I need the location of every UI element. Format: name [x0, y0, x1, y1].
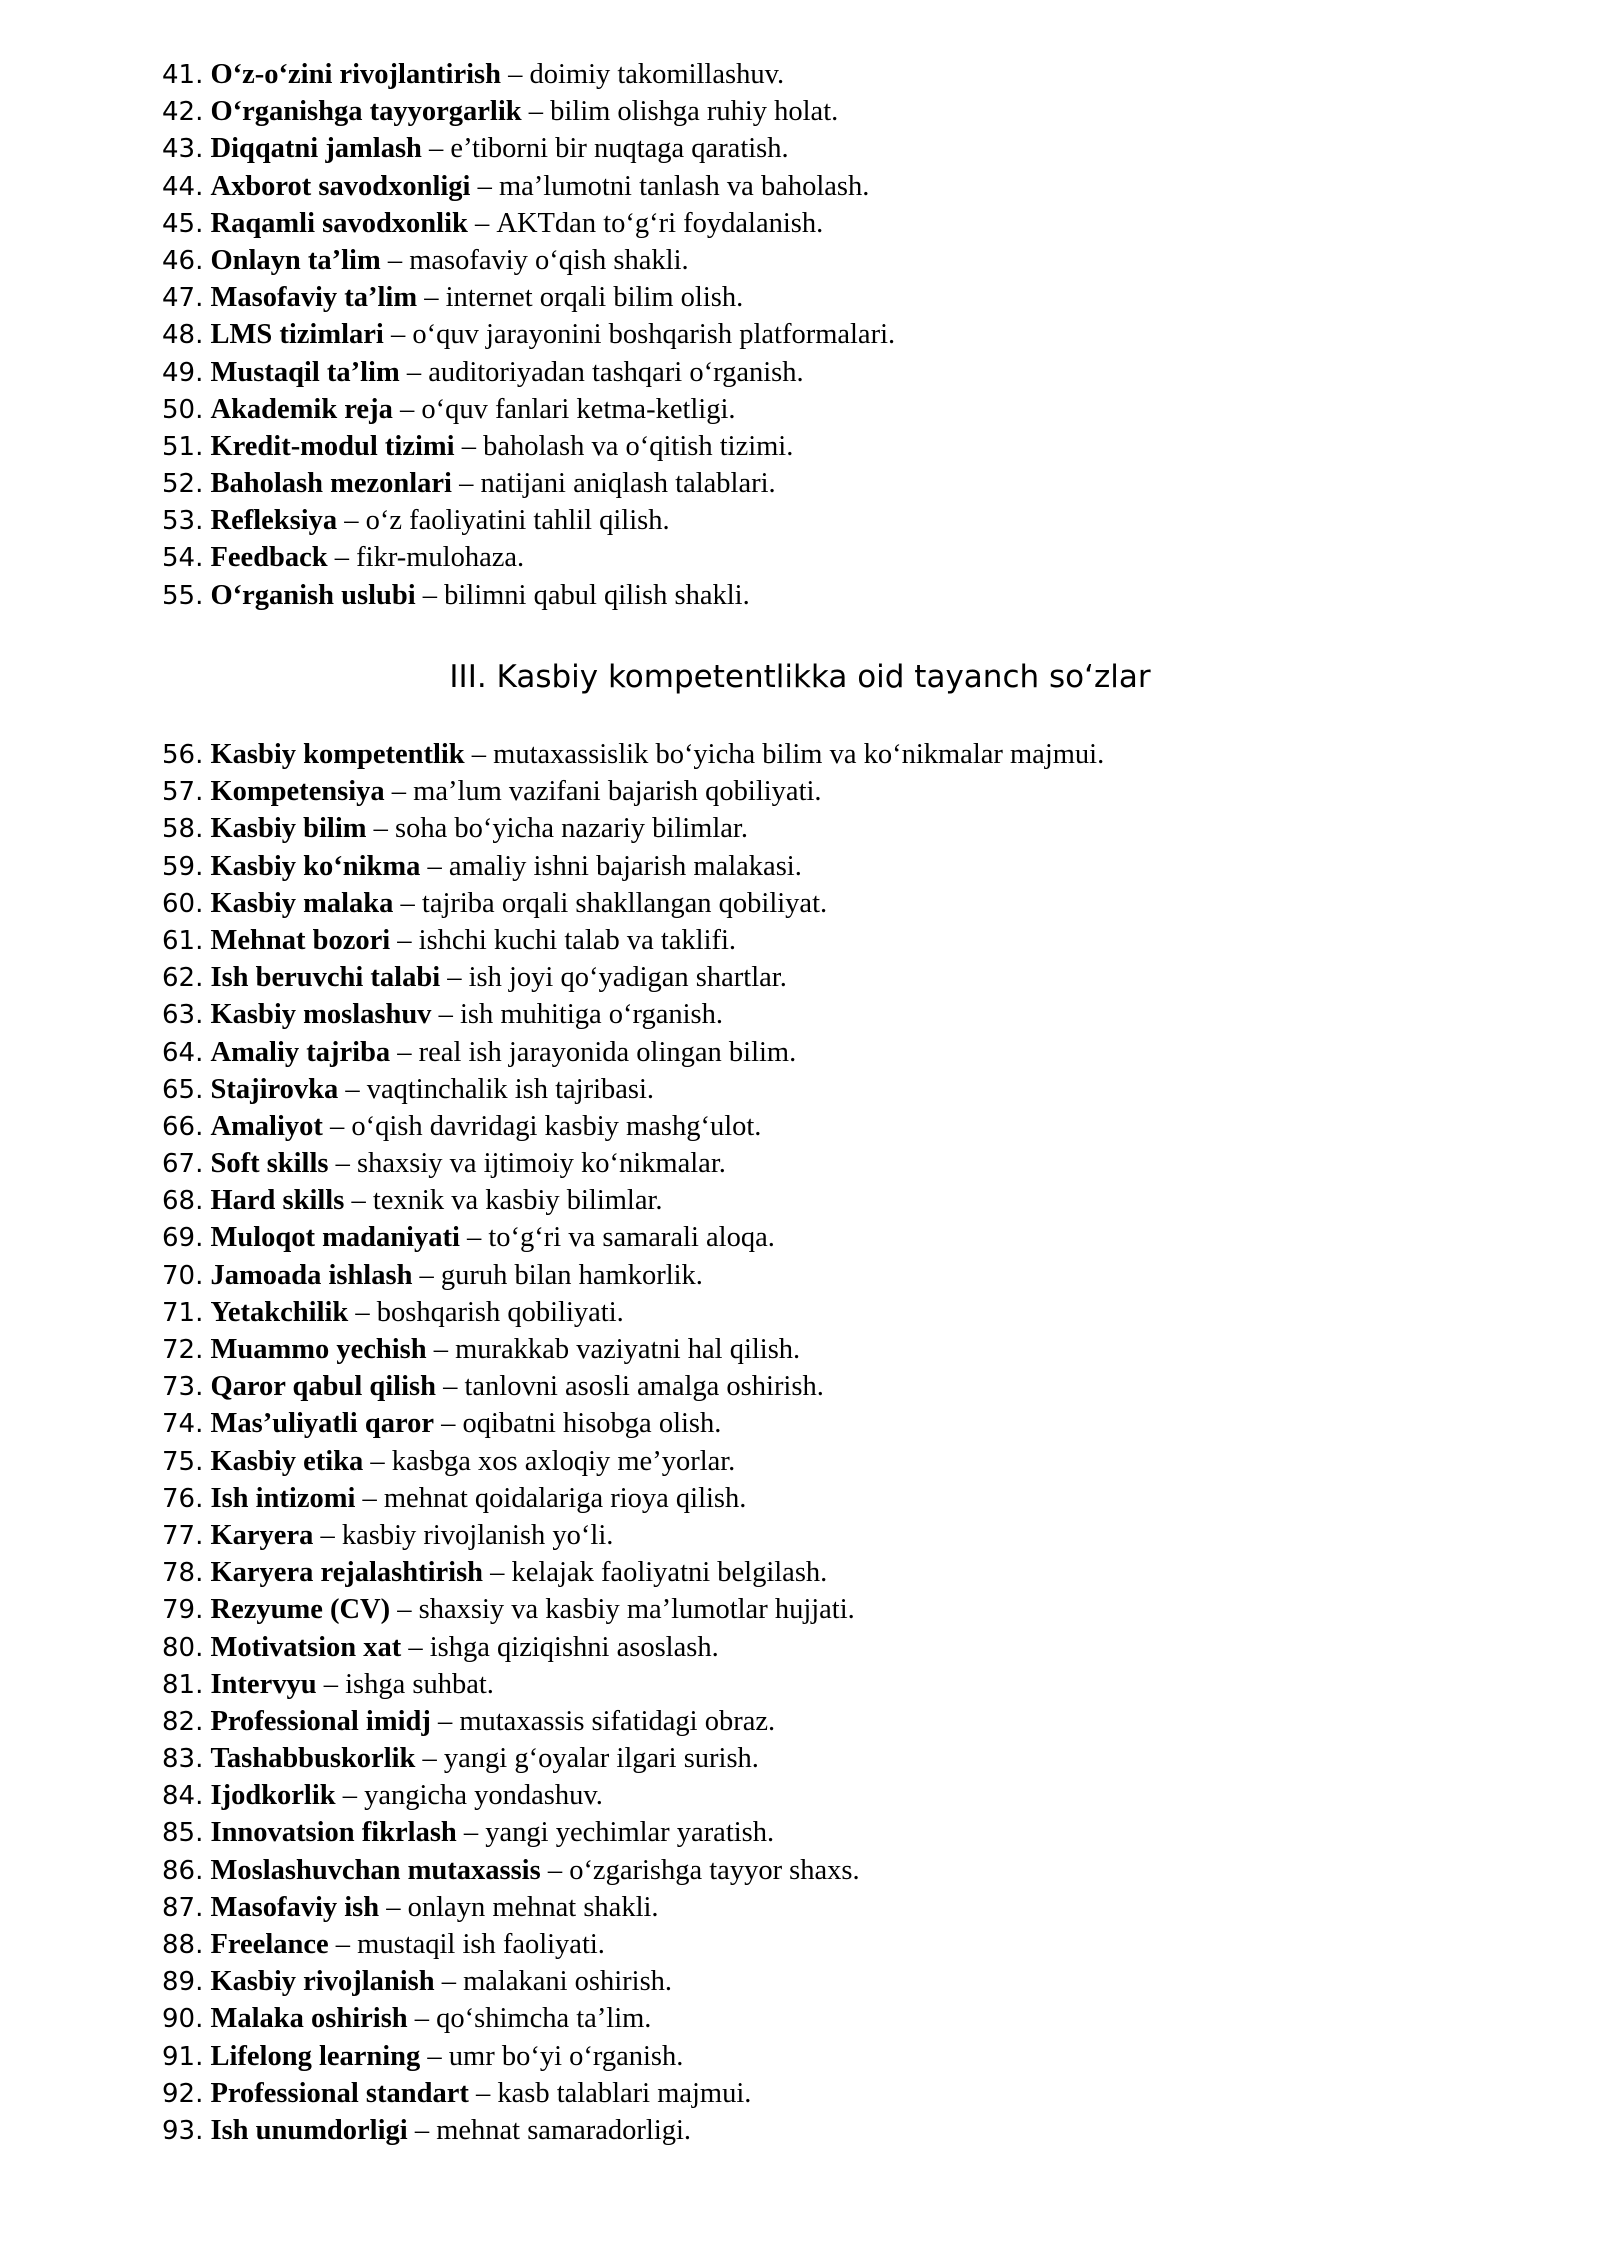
- entry-definition: AKTdan to‘g‘ri foydalanish.: [496, 207, 824, 239]
- entry-separator: –: [419, 1259, 434, 1291]
- entry-term: Amaliyot: [210, 1110, 323, 1142]
- entry-number: 82.: [162, 1706, 204, 1737]
- glossary-entry: [162, 1814, 1462, 1851]
- glossary-entry: [162, 885, 1462, 922]
- glossary-entry: [162, 1294, 1462, 1331]
- entry-number: 43.: [162, 134, 204, 165]
- entry-number: 89.: [162, 1967, 204, 1998]
- glossary-entry: [162, 465, 1462, 502]
- glossary-entry: [162, 1405, 1462, 1442]
- entry-number: 81.: [162, 1669, 204, 1700]
- entry-term: O‘rganish uslubi: [210, 579, 416, 611]
- entry-term: Muammo yechish: [210, 1334, 427, 1365]
- entry-number: 87.: [162, 1892, 204, 1923]
- entry-term: Ish beruvchi talabi: [210, 962, 441, 994]
- entry-number: 54.: [162, 543, 204, 574]
- entry-number: 78.: [162, 1558, 204, 1589]
- entry-separator: –: [441, 1408, 456, 1440]
- glossary-entry: [162, 502, 1462, 539]
- entry-term: Mustaqil ta’lim: [210, 356, 400, 388]
- entry-number: 52.: [162, 469, 204, 500]
- entry-term: Diqqatni jamlash: [210, 133, 422, 165]
- entry-term: Masofaviy ta’lim: [210, 282, 418, 314]
- glossary-entry: [162, 1963, 1462, 2000]
- entry-separator: –: [335, 1148, 350, 1180]
- entry-separator: –: [344, 505, 359, 537]
- entry-number: 74.: [162, 1409, 204, 1440]
- entry-number: 88.: [162, 1930, 204, 1960]
- entry-term: Malaka oshirish: [210, 2003, 408, 2035]
- entry-separator: –: [474, 207, 490, 239]
- entry-term: Professional imidj: [210, 1705, 431, 1737]
- entry-definition: malakani oshirish.: [463, 1966, 673, 1998]
- glossary-entry: [162, 316, 1462, 353]
- entry-separator: –: [345, 1073, 360, 1105]
- glossary-entry: [162, 2000, 1462, 2037]
- entry-separator: –: [424, 282, 439, 314]
- glossary-entry: [162, 56, 1462, 93]
- entry-definition: boshqarish qobiliyati.: [376, 1296, 624, 1328]
- entry-definition: kasbga xos axloqiy me’yorlar.: [391, 1445, 736, 1477]
- glossary-entry: [162, 1219, 1462, 1256]
- entry-separator: –: [334, 542, 350, 574]
- entry-definition: oqibatni hisobga olish.: [462, 1408, 722, 1440]
- entry-definition: umr bo‘yi o‘rganish.: [448, 2040, 684, 2072]
- entry-definition: guruh bilan hamkorlik.: [440, 1259, 703, 1291]
- entry-term: Innovatsion fikrlash: [210, 1817, 457, 1849]
- glossary-entry: [162, 1554, 1462, 1591]
- entry-term: Jamoada ishlash: [210, 1259, 413, 1291]
- entry-term: Kasbiy etika: [210, 1445, 364, 1477]
- entry-number: 67.: [162, 1149, 204, 1180]
- entry-separator: –: [547, 1854, 563, 1886]
- entry-separator: –: [399, 393, 415, 425]
- entry-term: Ish unumdorligi: [210, 2114, 408, 2146]
- entry-separator: –: [391, 776, 407, 808]
- entry-term: Muloqot madaniyati: [210, 1222, 460, 1254]
- entry-separator: –: [438, 999, 453, 1031]
- entry-definition: murakkab vaziyatni hal qilish.: [455, 1334, 801, 1365]
- entry-separator: –: [414, 2114, 430, 2146]
- entry-number: 72.: [162, 1335, 204, 1365]
- entry-definition: real ish jarayonida olingan bilim.: [418, 1036, 797, 1068]
- entry-definition: shaxsiy va kasbiy ma’lumotlar hujjati.: [418, 1594, 855, 1626]
- entry-separator: –: [397, 924, 412, 956]
- entry-term: O‘z-o‘zini rivojlantirish: [210, 59, 501, 90]
- glossary-entry: [162, 1703, 1462, 1740]
- entry-definition: yangi yechimlar yaratish.: [485, 1817, 775, 1849]
- glossary-entry: [162, 130, 1462, 167]
- entry-definition: onlayn mehnat shakli.: [407, 1891, 659, 1923]
- entry-separator: –: [437, 1705, 453, 1737]
- entry-number: 48.: [162, 320, 204, 351]
- glossary-entry: [162, 2038, 1462, 2075]
- entry-separator: –: [471, 739, 487, 770]
- entry-term: Kasbiy bilim: [210, 813, 367, 845]
- entry-definition: amaliy ishni bajarish malakasi.: [448, 850, 802, 882]
- entry-number: 41.: [162, 60, 204, 90]
- entry-number: 71.: [162, 1297, 204, 1328]
- entry-definition: auditoriyadan tashqari o‘rganish.: [428, 356, 804, 388]
- section-heading: III. Kasbiy kompetentlikka oid tayanch so‘zlar: [449, 659, 1151, 695]
- entry-separator: –: [475, 2077, 491, 2109]
- entry-term: Akademik reja: [210, 393, 393, 425]
- entry-definition: mehnat qoidalariga rioya qilish.: [383, 1482, 747, 1514]
- entry-separator: –: [330, 1110, 345, 1142]
- entry-term: Feedback: [210, 542, 328, 574]
- glossary-entry: [162, 1182, 1462, 1219]
- entry-term: Kompetensiya: [210, 776, 385, 808]
- glossary-entry: [162, 2112, 1462, 2149]
- entry-definition: kasbiy rivojlanish yo‘li.: [341, 1519, 614, 1551]
- entry-separator: –: [447, 962, 462, 994]
- glossary-entry: [162, 354, 1462, 391]
- entry-separator: –: [429, 133, 444, 165]
- entry-definition: natijani aniqlash talablari.: [480, 468, 776, 500]
- entry-number: 50.: [162, 394, 204, 425]
- glossary-entry: [162, 1034, 1462, 1071]
- entry-term: Intervyu: [210, 1668, 317, 1700]
- entry-term: Qaror qabul qilish: [210, 1371, 436, 1403]
- entry-term: Masofaviy ish: [210, 1891, 380, 1923]
- glossary-entry: [162, 1145, 1462, 1182]
- entry-separator: –: [355, 1296, 370, 1328]
- entry-term: O‘rganishga tayyorgarlik: [210, 96, 522, 128]
- entry-number: 59.: [162, 851, 204, 882]
- entry-definition: o‘qish davridagi kasbiy mashg‘ulot.: [351, 1110, 762, 1142]
- entry-definition: bilimni qabul qilish shakli.: [444, 579, 750, 611]
- entry-definition: bilim olishga ruhiy holat.: [550, 96, 839, 128]
- entry-term: Rezyume (CV): [210, 1594, 391, 1626]
- entry-number: 55.: [162, 580, 204, 611]
- entry-definition: fikr-mulohaza.: [356, 542, 525, 574]
- glossary-entry: [162, 1331, 1462, 1368]
- glossary-entry: [162, 996, 1462, 1033]
- entry-number: 45.: [162, 208, 204, 239]
- entry-number: 58.: [162, 814, 204, 845]
- glossary-entry: [162, 1071, 1462, 1108]
- glossary-entry: [162, 1777, 1462, 1814]
- glossary-entry: [162, 773, 1462, 810]
- entry-number: 49.: [162, 357, 204, 388]
- entry-separator: –: [422, 1743, 437, 1775]
- entry-term: Yetakchilik: [210, 1296, 349, 1328]
- entry-term: Refleksiya: [210, 505, 338, 537]
- glossary-list-after-heading: [162, 736, 1462, 2149]
- entry-separator: –: [373, 813, 388, 845]
- entry-definition: ishchi kuchi talab va taklifi.: [418, 924, 737, 956]
- glossary-entry: [162, 205, 1462, 242]
- entry-separator: –: [443, 1371, 458, 1403]
- entry-term: Hard skills: [210, 1185, 345, 1217]
- glossary-entry: [162, 1889, 1462, 1926]
- glossary-entry: [162, 1740, 1462, 1777]
- entry-term: Mas’uliyatli qaror: [210, 1408, 434, 1440]
- entry-number: 51.: [162, 431, 204, 462]
- entry-separator: –: [342, 1780, 357, 1812]
- glossary-entry: [162, 1852, 1462, 1889]
- glossary-list-before-heading: [162, 56, 1462, 614]
- glossary-entry: [162, 959, 1462, 996]
- entry-number: 80.: [162, 1632, 204, 1663]
- glossary-entry: [162, 1926, 1462, 1963]
- entry-separator: –: [477, 170, 492, 202]
- entry-number: 86.: [162, 1855, 204, 1886]
- entry-definition: baholash va o‘qitish tizimi.: [483, 430, 794, 462]
- entry-definition: e’tiborni bir nuqtaga qaratish.: [450, 133, 789, 165]
- entry-separator: –: [441, 1966, 456, 1998]
- entry-separator: –: [400, 887, 415, 919]
- glossary-entry: [162, 1591, 1462, 1628]
- entry-separator: –: [508, 59, 523, 90]
- entry-term: LMS tizimlari: [210, 319, 384, 351]
- entry-definition: kelajak faoliyatni belgilash.: [511, 1557, 828, 1589]
- entry-separator: –: [528, 96, 543, 128]
- entry-number: 65.: [162, 1074, 204, 1105]
- entry-definition: to‘g‘ri va samarali aloqa.: [488, 1222, 775, 1254]
- entry-definition: ishga suhbat.: [345, 1668, 494, 1700]
- entry-term: Kasbiy malaka: [210, 887, 394, 919]
- entry-number: 68.: [162, 1186, 204, 1217]
- entry-number: 77.: [162, 1520, 204, 1551]
- entry-term: Ish intizomi: [210, 1482, 356, 1514]
- entry-definition: o‘zgarishga tayyor shaxs.: [569, 1854, 860, 1886]
- entry-definition: mehnat samaradorligi.: [436, 2114, 692, 2146]
- glossary-entry: [162, 736, 1462, 773]
- entry-separator: –: [408, 1631, 423, 1663]
- entry-term: Amaliy tajriba: [210, 1036, 391, 1068]
- entry-term: Karyera: [210, 1519, 314, 1551]
- entry-separator: –: [370, 1445, 385, 1477]
- glossary-entry: [162, 242, 1462, 279]
- entry-definition: yangicha yondashuv.: [364, 1780, 603, 1812]
- entry-definition: yangi g‘oyalar ilgari surish.: [443, 1743, 759, 1775]
- entry-term: Stajirovka: [210, 1073, 339, 1105]
- entry-separator: –: [387, 244, 403, 276]
- glossary-entry: [162, 1368, 1462, 1405]
- entry-term: Onlayn ta’lim: [210, 244, 381, 276]
- entry-number: 56.: [162, 740, 204, 770]
- entry-number: 79.: [162, 1595, 204, 1626]
- entry-term: Axborot savodxonligi: [210, 170, 471, 202]
- entry-definition: tajriba orqali shakllangan qobiliyat.: [421, 887, 828, 919]
- entry-definition: o‘quv jarayonini boshqarish platformalari.: [412, 319, 896, 351]
- entry-number: 70.: [162, 1260, 204, 1291]
- entry-separator: –: [433, 1334, 448, 1365]
- entry-number: 85.: [162, 1818, 204, 1849]
- entry-definition: ma’lum vazifani bajarish qobiliyati.: [413, 776, 822, 808]
- glossary-entry: [162, 428, 1462, 465]
- entry-number: 84.: [162, 1781, 204, 1812]
- glossary-entry: [162, 1257, 1462, 1294]
- entry-term: Soft skills: [210, 1148, 329, 1180]
- entry-definition: texnik va kasbiy bilimlar.: [372, 1185, 663, 1217]
- entry-definition: mutaxassislik bo‘yicha bilim va ko‘nikmalar majmui.: [493, 739, 1105, 770]
- entry-number: 93.: [162, 2115, 204, 2146]
- entry-term: Kredit-modul tizimi: [210, 430, 455, 462]
- entry-number: 92.: [162, 2078, 204, 2109]
- entry-separator: –: [490, 1557, 505, 1589]
- glossary-entry: [162, 922, 1462, 959]
- entry-term: Freelance: [210, 1929, 329, 1960]
- glossary-entry: [162, 810, 1462, 847]
- entry-number: 53.: [162, 506, 204, 537]
- entry-term: Raqamli savodxonlik: [210, 207, 468, 239]
- entry-term: Tashabbuskorlik: [210, 1743, 416, 1775]
- entry-term: Moslashuvchan mutaxassis: [210, 1854, 541, 1886]
- entry-number: 90.: [162, 2004, 204, 2035]
- entry-definition: ishga qiziqishni asoslash.: [429, 1631, 719, 1663]
- glossary-entry: [162, 168, 1462, 205]
- entry-definition: kasb talablari majmui.: [497, 2077, 752, 2109]
- entry-number: 62.: [162, 963, 204, 994]
- entry-separator: –: [323, 1668, 338, 1700]
- entry-definition: internet orqali bilim olish.: [445, 282, 744, 314]
- entry-term: Mehnat bozori: [210, 924, 391, 956]
- entry-definition: ma’lumotni tanlash va baholash.: [498, 170, 870, 202]
- entry-number: 83.: [162, 1744, 204, 1775]
- entry-definition: doimiy takomillashuv.: [529, 59, 785, 90]
- glossary-entry: [162, 2075, 1462, 2112]
- entry-separator: –: [422, 579, 437, 611]
- entry-separator: –: [351, 1185, 366, 1217]
- entry-number: 73.: [162, 1372, 204, 1403]
- entry-term: Kasbiy rivojlanish: [210, 1966, 435, 1998]
- entry-definition: o‘z faoliyatini tahlil qilish.: [365, 505, 670, 537]
- glossary-entry: [162, 1480, 1462, 1517]
- entry-separator: –: [320, 1519, 335, 1551]
- entry-number: 66.: [162, 1111, 204, 1142]
- entry-separator: –: [390, 319, 406, 351]
- entry-number: 44.: [162, 171, 204, 202]
- entry-separator: –: [463, 1817, 479, 1849]
- entry-separator: –: [467, 1222, 482, 1254]
- glossary-entry: [162, 577, 1462, 614]
- glossary-entry: [162, 391, 1462, 428]
- entry-separator: –: [427, 850, 442, 882]
- entry-definition: ish muhitiga o‘rganish.: [459, 999, 724, 1031]
- entry-number: 46.: [162, 245, 204, 276]
- entry-term: Kasbiy kompetentlik: [210, 739, 465, 770]
- entry-term: Kasbiy moslashuv: [210, 999, 432, 1031]
- entry-separator: –: [461, 430, 476, 462]
- entry-number: 57.: [162, 777, 204, 808]
- entry-term: Kasbiy ko‘nikma: [210, 850, 421, 882]
- entry-term: Professional standart: [210, 2077, 469, 2109]
- glossary-entry: [162, 1517, 1462, 1554]
- entry-separator: –: [386, 1891, 401, 1923]
- entry-definition: mutaxassis sifatidagi obraz.: [459, 1705, 776, 1737]
- glossary-entry: [162, 1108, 1462, 1145]
- entry-term: Motivatsion xat: [210, 1631, 402, 1663]
- glossary-entry: [162, 1443, 1462, 1480]
- entry-definition: ish joyi qo‘yadigan shartlar.: [468, 962, 787, 994]
- entry-number: 60.: [162, 888, 204, 919]
- entry-separator: –: [397, 1594, 412, 1626]
- entry-separator: –: [427, 2040, 442, 2072]
- entry-number: 42.: [162, 97, 204, 128]
- entry-number: 69.: [162, 1223, 204, 1254]
- entry-separator: –: [459, 468, 474, 500]
- entry-number: 64.: [162, 1037, 204, 1068]
- entry-definition: mustaqil ish faoliyati.: [357, 1929, 605, 1960]
- entry-term: Karyera rejalashtirish: [210, 1557, 484, 1589]
- entry-separator: –: [414, 2003, 430, 2035]
- entry-definition: shaxsiy va ijtimoiy ko‘nikmalar.: [356, 1148, 726, 1180]
- entry-number: 76.: [162, 1483, 204, 1514]
- entry-definition: tanlovni asosli amalga oshirish.: [464, 1371, 824, 1403]
- entry-term: Ijodkorlik: [210, 1780, 336, 1812]
- glossary-entry: [162, 1666, 1462, 1703]
- entry-separator: –: [362, 1482, 377, 1514]
- entry-number: 91.: [162, 2041, 204, 2072]
- entry-definition: o‘quv fanlari ketma-ketligi.: [421, 393, 736, 425]
- glossary-entry: [162, 93, 1462, 130]
- entry-number: 75.: [162, 1446, 204, 1477]
- entry-separator: –: [406, 356, 422, 388]
- entry-number: 61.: [162, 925, 204, 956]
- entry-term: Lifelong learning: [210, 2040, 421, 2072]
- entry-definition: masofaviy o‘qish shakli.: [409, 244, 689, 276]
- glossary-entry: [162, 279, 1462, 316]
- entry-separator: –: [397, 1036, 412, 1068]
- entry-number: 47.: [162, 283, 204, 314]
- glossary-entry: [162, 1629, 1462, 1666]
- glossary-entry: [162, 539, 1462, 576]
- entry-definition: vaqtinchalik ish tajribasi.: [366, 1073, 655, 1105]
- entry-term: Baholash mezonlari: [210, 468, 452, 500]
- entry-separator: –: [335, 1929, 351, 1960]
- entry-definition: qo‘shimcha ta’lim.: [436, 2003, 652, 2035]
- entry-number: 63.: [162, 1000, 204, 1031]
- entry-definition: soha bo‘yicha nazariy bilimlar.: [394, 813, 748, 845]
- glossary-entry: [162, 848, 1462, 885]
